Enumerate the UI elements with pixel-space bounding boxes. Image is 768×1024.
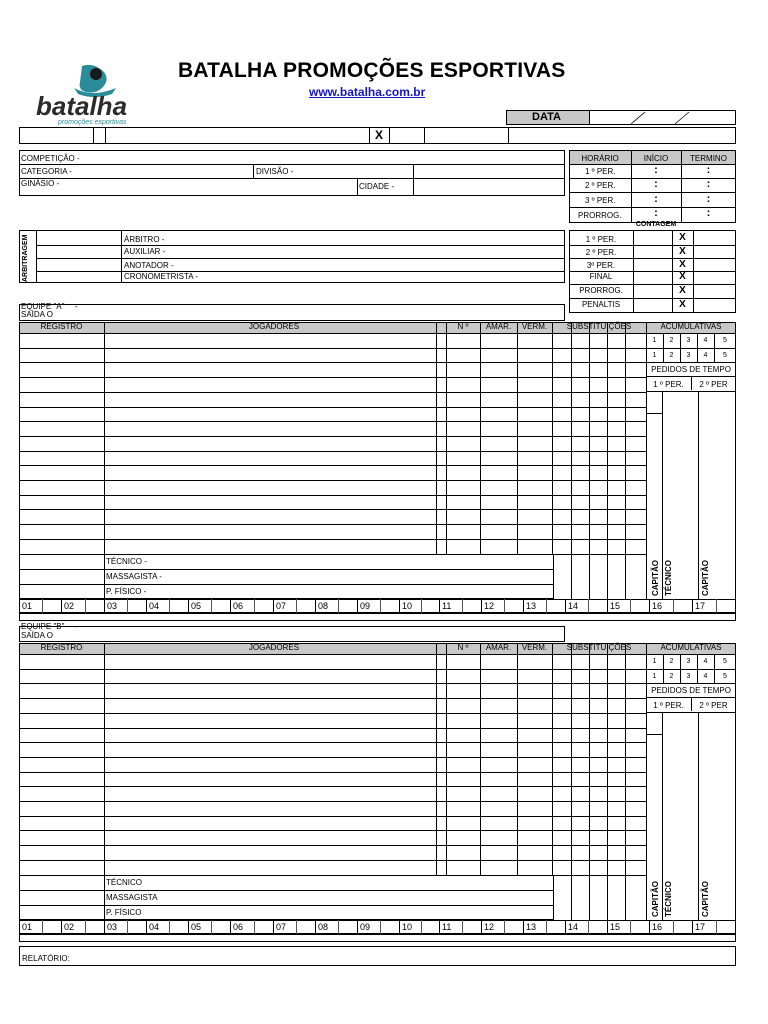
assistant-label: AUXILIAR - [124, 247, 166, 256]
count-x: X [679, 232, 686, 243]
staff-label: MASSAGISTA [106, 892, 158, 902]
foul-count-box[interactable]: 1 [652, 337, 657, 344]
foul-count-box[interactable]: 3 [686, 658, 691, 665]
foul-count-box[interactable]: 1 [652, 672, 657, 680]
col-header-jogadores: JOGADORES [248, 643, 300, 652]
team-b-saida: SAÍDA O [21, 631, 54, 640]
goal-tally-cell[interactable]: 17 [695, 600, 706, 611]
timeout-period-1: 1 º PER. [653, 380, 684, 389]
col-header-accumulated: ACUMULATIVAS [660, 322, 722, 331]
foul-count-box[interactable]: 4 [703, 672, 708, 680]
foul-count-box[interactable]: 5 [723, 351, 727, 359]
goal-tally-cell[interactable]: 01 [22, 921, 33, 932]
times-row-label: PRORROG. [578, 211, 622, 220]
goal-tally-cell[interactable]: 14 [568, 600, 579, 611]
versus-x: X [374, 128, 383, 142]
staff-label: P. FÍSICO - [106, 586, 147, 596]
category-label: CATEGORIA - [21, 167, 72, 176]
staff-label: TÉCNICO [106, 877, 142, 887]
captain-vertical-label-2: CAPITÃO [701, 559, 710, 596]
foul-count-box[interactable]: 4 [703, 658, 708, 665]
foul-count-box[interactable]: 2 [669, 672, 674, 680]
col-header-red: VERM. [521, 643, 548, 652]
times-row-label: 3 º PER. [585, 196, 616, 205]
date-label: DATA [532, 111, 561, 123]
count-row-label: PRORROG. [579, 286, 623, 295]
goal-tally-cell[interactable]: 13 [526, 921, 537, 932]
count-row-label: FINAL [589, 272, 613, 281]
time-colon: : [706, 207, 711, 219]
team-b-dash: - [75, 622, 78, 631]
scorer-label: ANOTADOR - [124, 261, 174, 270]
team-b-label: EQUIPE "B" [21, 622, 65, 631]
col-header-accumulated: ACUMULATIVAS [660, 643, 722, 652]
foul-count-box[interactable]: 3 [686, 672, 691, 680]
col-header-number: N º [457, 643, 469, 652]
goal-tally-cell[interactable]: 08 [318, 600, 329, 611]
count-x: X [679, 271, 686, 282]
times-header-termino: TERMINO [690, 154, 727, 163]
times-row-label: 2 º PER. [585, 181, 616, 190]
goal-tally-cell[interactable]: 14 [568, 921, 579, 932]
staff-box [19, 554, 554, 599]
timeout-requests-title: PEDIDOS DE TEMPO [651, 365, 731, 374]
times-header-horario: HORÁRIO [581, 154, 619, 163]
goal-tally-cell[interactable]: 05 [191, 600, 202, 611]
time-colon: : [706, 164, 711, 176]
goal-tally-cell[interactable]: 03 [107, 921, 118, 932]
goal-tally-cell[interactable]: 16 [652, 600, 663, 611]
captain-vertical-label: CAPITÃO [651, 559, 660, 596]
logo-subtext: promoções esportivas [58, 119, 127, 126]
goal-tally-cell[interactable]: 04 [149, 921, 160, 932]
goal-tally-cell[interactable]: 15 [610, 921, 621, 932]
foul-count-box[interactable]: 2 [669, 337, 674, 344]
competition-label: COMPETIÇÃO - [21, 154, 80, 163]
staff-box [19, 875, 554, 920]
coach-vertical-label: TÉCNICO [664, 559, 673, 596]
contagem-title: CONTAGEM [635, 221, 677, 228]
arbitragem-vertical-label: ARBITRAGEM [22, 234, 29, 282]
goal-tally-cell[interactable]: 10 [402, 921, 413, 932]
goal-tally-cell[interactable]: 13 [526, 600, 537, 611]
goal-tally-cell[interactable]: 04 [149, 600, 160, 611]
team-a-dash: - [75, 302, 78, 311]
goal-tally-cell[interactable]: 07 [276, 600, 287, 611]
foul-count-box[interactable]: 3 [686, 351, 691, 359]
goal-tally-cell[interactable]: 02 [64, 921, 75, 932]
team-a-name [19, 304, 565, 321]
team-a-label: EQUIPE "A" [21, 302, 65, 311]
foul-count-box[interactable]: 5 [723, 337, 727, 344]
count-x: X [679, 299, 686, 310]
timeout-requests-title: PEDIDOS DE TEMPO [651, 686, 731, 695]
col-header-number: N º [457, 322, 469, 331]
report-label: RELATÓRIO: [22, 954, 70, 963]
timeout-period-2: 2 º PER [699, 380, 728, 389]
count-row-label: 2 º PER. [585, 248, 617, 257]
team-b-name [19, 626, 565, 642]
time-colon: : [654, 178, 658, 190]
count-x: X [679, 285, 686, 296]
col-header-jogadores: JOGADORES [248, 322, 300, 331]
time-colon: : [654, 207, 658, 219]
timeout-period-2: 2 º PER [699, 701, 728, 710]
foul-count-box[interactable]: 1 [652, 658, 657, 665]
times-header-inicio: INÍCIO [643, 154, 669, 163]
staff-label: MASSAGISTA - [106, 571, 162, 581]
time-colon: : [654, 164, 658, 176]
referees-table [19, 230, 565, 283]
count-row-label: 1 º PER. [585, 235, 617, 244]
foul-count-box[interactable]: 2 [669, 351, 674, 359]
goal-tally-cell[interactable]: 08 [318, 921, 329, 932]
captain-vertical-label-2: CAPITÃO [701, 880, 710, 917]
foul-count-box[interactable]: 3 [686, 337, 691, 344]
goal-tally-cell[interactable]: 11 [442, 600, 452, 611]
goal-tally-cell[interactable]: 12 [484, 600, 495, 611]
division-label: DIVISÃO - [256, 167, 294, 176]
col-header-yellow: AMAR. [485, 322, 512, 331]
goal-tally-cell[interactable]: 01 [22, 600, 33, 611]
col-header-registro: REGISTRO [40, 322, 83, 331]
captain-vertical-label: CAPITÃO [651, 880, 660, 917]
goal-tally-cell[interactable]: 02 [64, 600, 75, 611]
count-row-label: 3º PER. [586, 261, 616, 270]
goal-tally-cell[interactable]: 16 [652, 921, 663, 932]
time-colon: : [654, 193, 658, 205]
gym-label: GINÁSIO - [21, 179, 60, 188]
goal-tally-cell[interactable]: 10 [402, 600, 413, 611]
goal-tally-cell[interactable]: 07 [276, 921, 287, 932]
col-header-registro: REGISTRO [40, 643, 83, 652]
timeout-period-1: 1 º PER. [653, 701, 684, 710]
goal-tally-cell[interactable]: 09 [360, 921, 371, 932]
team-a-saida: SAÍDA O [21, 310, 54, 319]
referee-label: ÁRBITRO - [124, 235, 165, 244]
goal-tally-cell[interactable]: 17 [695, 921, 706, 932]
foul-count-box[interactable]: 5 [723, 672, 727, 680]
report-box[interactable] [19, 946, 736, 966]
col-header-yellow: AMAR. [485, 643, 512, 652]
foul-count-box[interactable]: 5 [723, 658, 727, 665]
goal-tally-cell[interactable]: 05 [191, 921, 202, 932]
date-slash-icon [625, 111, 695, 125]
page-title: BATALHA PROMOÇÕES ESPORTIVAS [178, 59, 566, 82]
col-header-red: VERM. [521, 322, 548, 331]
count-x: X [679, 259, 686, 270]
foul-count-box[interactable]: 2 [669, 658, 674, 665]
staff-label: P. FÍSICO [106, 907, 142, 917]
goal-tally-cell[interactable]: 03 [107, 600, 118, 611]
col-header-substitutions: SUBSTITUIÇÕES [566, 643, 632, 652]
times-row-label: 1 º PER. [585, 167, 616, 176]
foul-count-box[interactable]: 4 [703, 351, 708, 359]
logo-text: batalha [36, 91, 128, 121]
goal-tally-cell[interactable]: 06 [233, 921, 244, 932]
time-colon: : [706, 193, 711, 205]
coach-vertical-label: TÉCNICO [664, 880, 673, 917]
website-link[interactable]: www.batalha.com.br [309, 85, 426, 99]
goal-tally-cell[interactable]: 06 [233, 600, 244, 611]
staff-label: TÉCNICO - [106, 556, 147, 566]
col-header-substitutions: SUBSTITUIÇÕES [566, 322, 632, 331]
timekeeper-label: CRONOMETRISTA - [124, 272, 199, 281]
time-colon: : [706, 178, 711, 190]
goal-tally-cell[interactable]: 09 [360, 600, 371, 611]
count-row-label: PENALTIS [581, 300, 621, 309]
goal-tally-cell[interactable]: 15 [610, 600, 621, 611]
foul-count-box[interactable]: 4 [703, 337, 708, 344]
city-label: CIDADE - [359, 182, 395, 191]
count-x: X [679, 246, 686, 257]
goal-tally-cell[interactable]: 12 [484, 921, 495, 932]
foul-count-box[interactable]: 1 [652, 351, 657, 359]
goal-tally-cell[interactable]: 11 [442, 921, 452, 932]
